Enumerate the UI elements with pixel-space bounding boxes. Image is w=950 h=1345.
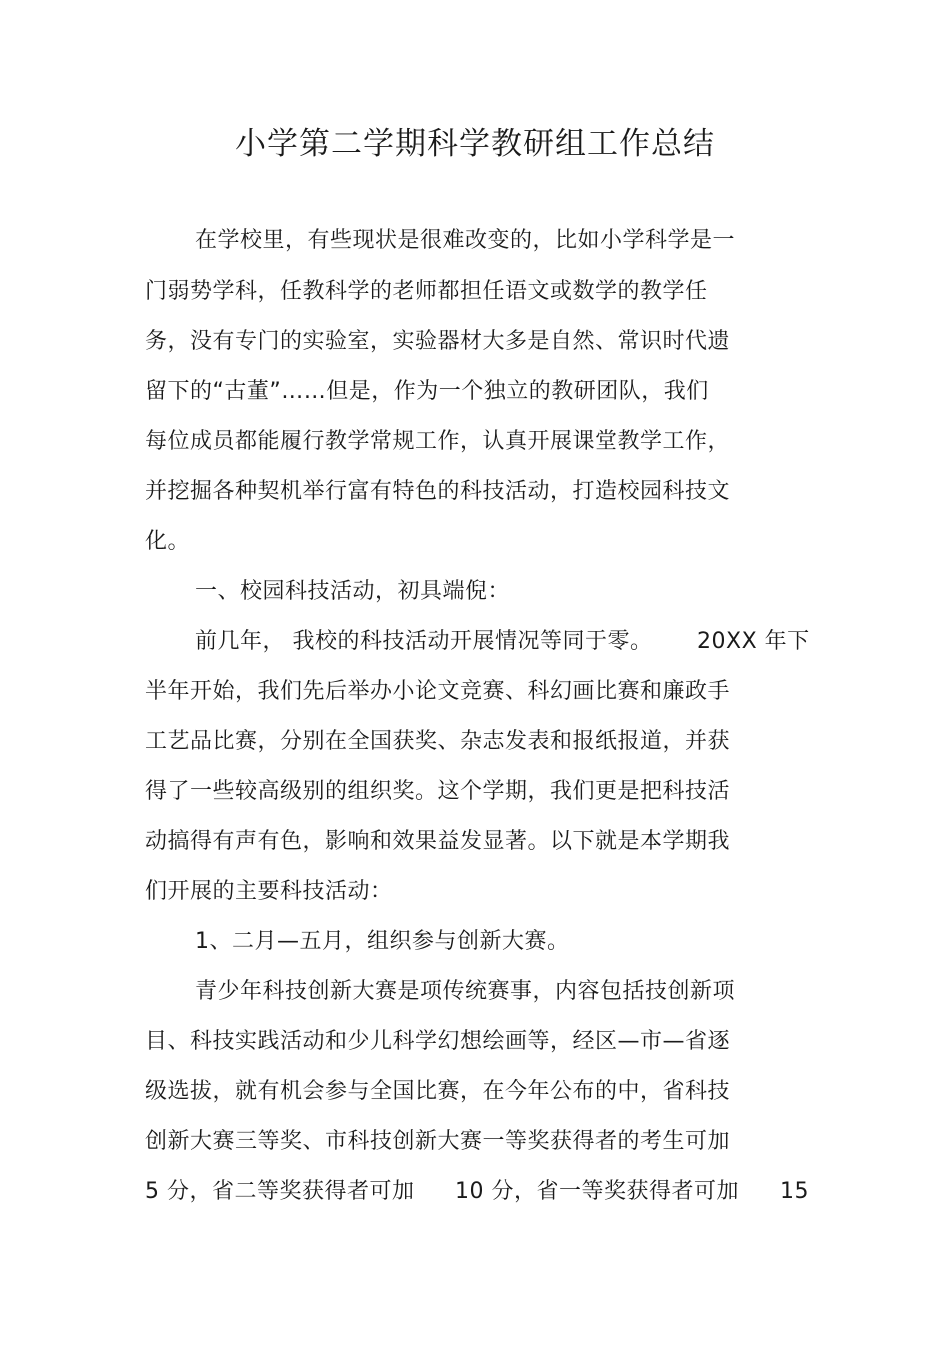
paragraph-line: 化。 (145, 529, 191, 554)
paragraph-line: 级选拔，就有机会参与全国比赛，在今年公布的中，省科技 (145, 1079, 731, 1104)
paragraph-line-fragment: 10 分，省一等奖获得者可加 (455, 1179, 739, 1204)
paragraph-line: 得了一些较高级别的组织奖。这个学期，我们更是把科技活 (145, 779, 731, 804)
section-heading: 一、校园科技活动，初具端倪： (195, 579, 511, 604)
paragraph-line-fragment: 20XX 年下 (697, 629, 810, 654)
paragraph-line: 创新大赛三等奖、市科技创新大赛一等奖获得者的考生可加 (145, 1129, 731, 1154)
paragraph-line-fragment: 5 分，省二等奖获得者可加 (145, 1179, 415, 1204)
paragraph-line: 们开展的主要科技活动： (145, 879, 393, 904)
paragraph-line: 务，没有专门的实验室，实验器材大多是自然、常识时代遗 (145, 329, 731, 354)
paragraph-line: 半年开始，我们先后举办小论文竞赛、科幻画比赛和廉政手 (145, 679, 731, 704)
paragraph-line: 动搞得有声有色，影响和效果益发显著。以下就是本学期我 (145, 829, 731, 854)
paragraph-line: 留下的“古董”……但是，作为一个独立的教研团队，我们 (145, 379, 709, 404)
subsection-heading: 1、二月—五月，组织参与创新大赛。 (195, 929, 570, 954)
paragraph-line: 目、科技实践活动和少儿科学幻想绘画等，经区—市—省逐 (145, 1029, 731, 1054)
paragraph-line: 前几年， 我校的科技活动开展情况等同于零。 (195, 629, 653, 654)
paragraph-line: 青少年科技创新大赛是项传统赛事，内容包括技创新项 (195, 979, 736, 1004)
paragraph-line-fragment: 15 (780, 1179, 809, 1204)
paragraph-line: 工艺品比赛，分别在全国获奖、杂志发表和报纸报道，并获 (145, 729, 731, 754)
paragraph-line: 每位成员都能履行教学常规工作，认真开展课堂教学工作， (145, 429, 731, 454)
paragraph-line: 并挖掘各种契机举行富有特色的科技活动，打造校园科技文 (145, 479, 731, 504)
paragraph-line: 门弱势学科，任教科学的老师都担任语文或数学的教学任 (145, 279, 708, 304)
document-title: 小学第二学期科学教研组工作总结 (235, 126, 715, 162)
paragraph-line: 在学校里，有些现状是很难改变的，比如小学科学是一 (195, 228, 736, 253)
